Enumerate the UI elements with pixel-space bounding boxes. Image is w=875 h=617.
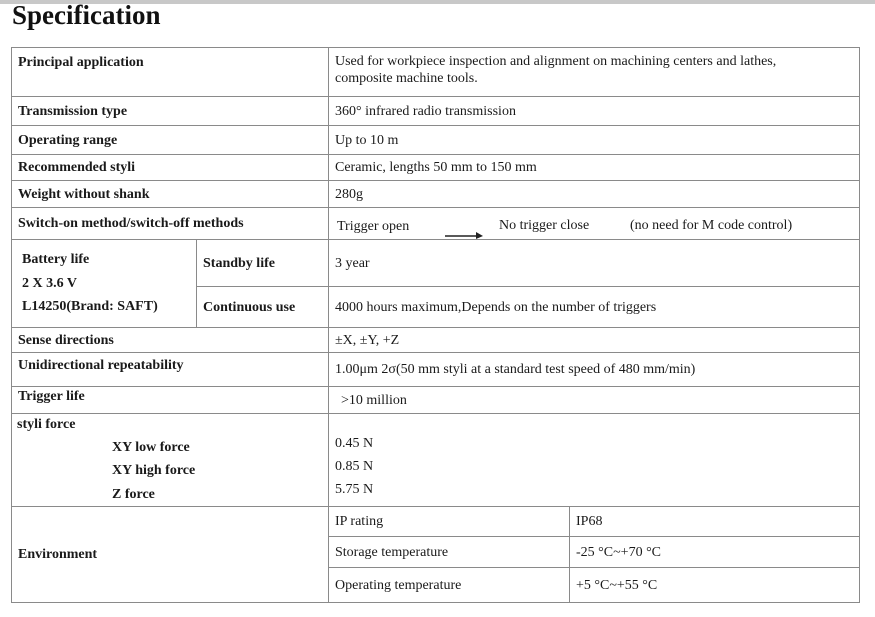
weight-value: 280g [328, 180, 860, 208]
trigger-open-text: Trigger open [337, 219, 410, 234]
styli-force-value-cell [328, 413, 860, 507]
battery-brand-label: L14250(Brand: SAFT) [22, 299, 158, 314]
continuous-use-label: Continuous use [196, 286, 329, 328]
storage-temperature-value: -25 °C~+70 °C [569, 536, 860, 568]
no-trigger-close-text: No trigger close [499, 218, 590, 233]
operating-temperature-label: Operating temperature [328, 567, 570, 603]
operating-range-value: Up to 10 m [328, 125, 860, 155]
recommended-styli-value: Ceramic, lengths 50 mm to 150 mm [328, 154, 860, 181]
sense-directions-value: ±X, ±Y, +Z [328, 327, 860, 353]
page-title: Specification [12, 0, 161, 30]
z-force-label: Z force [112, 487, 155, 502]
trigger-life-label: Trigger life [11, 386, 329, 414]
ip-rating-label: IP rating [328, 506, 570, 537]
environment-label: Environment [11, 506, 329, 603]
repeatability-value: 1.00μm 2σ(50 mm styli at a standard test speed of 480 mm/min) [328, 352, 860, 387]
xy-high-force-label: XY high force [112, 463, 196, 478]
recommended-styli-label: Recommended styli [11, 154, 329, 181]
xy-low-force-value: 0.45 N [335, 436, 374, 451]
trigger-life-value: >10 million [328, 386, 860, 414]
switch-method-label: Switch-on method/switch-off methods [11, 207, 329, 240]
principal-application-label: Principal application [11, 47, 329, 97]
z-force-value: 5.75 N [335, 482, 374, 497]
transmission-type-label: Transmission type [11, 96, 329, 126]
operating-temperature-value: +5 °C~+55 °C [569, 567, 860, 603]
standby-life-label: Standby life [196, 239, 329, 287]
xy-low-force-label: XY low force [112, 440, 190, 455]
transmission-type-value: 360° infrared radio transmission [328, 96, 860, 126]
continuous-use-value: 4000 hours maximum,Depends on the number of triggers [328, 286, 860, 328]
m-code-note: (no need for M code control) [630, 218, 793, 233]
principal-application-value: Used for workpiece inspection and alignment on machining centers and lathes, composite machine tools. [328, 47, 860, 97]
operating-range-label: Operating range [11, 125, 329, 155]
standby-life-value: 3 year [328, 239, 860, 287]
ip-rating-value: IP68 [569, 506, 860, 537]
storage-temperature-label: Storage temperature [328, 536, 570, 568]
battery-voltage-label: 2 X 3.6 V [22, 276, 77, 291]
sense-directions-label: Sense directions [11, 327, 329, 353]
battery-life-label: Battery life [22, 252, 90, 267]
repeatability-label: Unidirectional repeatability [11, 352, 329, 387]
styli-force-label: styli force [17, 417, 76, 432]
xy-high-force-value: 0.85 N [335, 459, 374, 474]
weight-label: Weight without shank [11, 180, 329, 208]
